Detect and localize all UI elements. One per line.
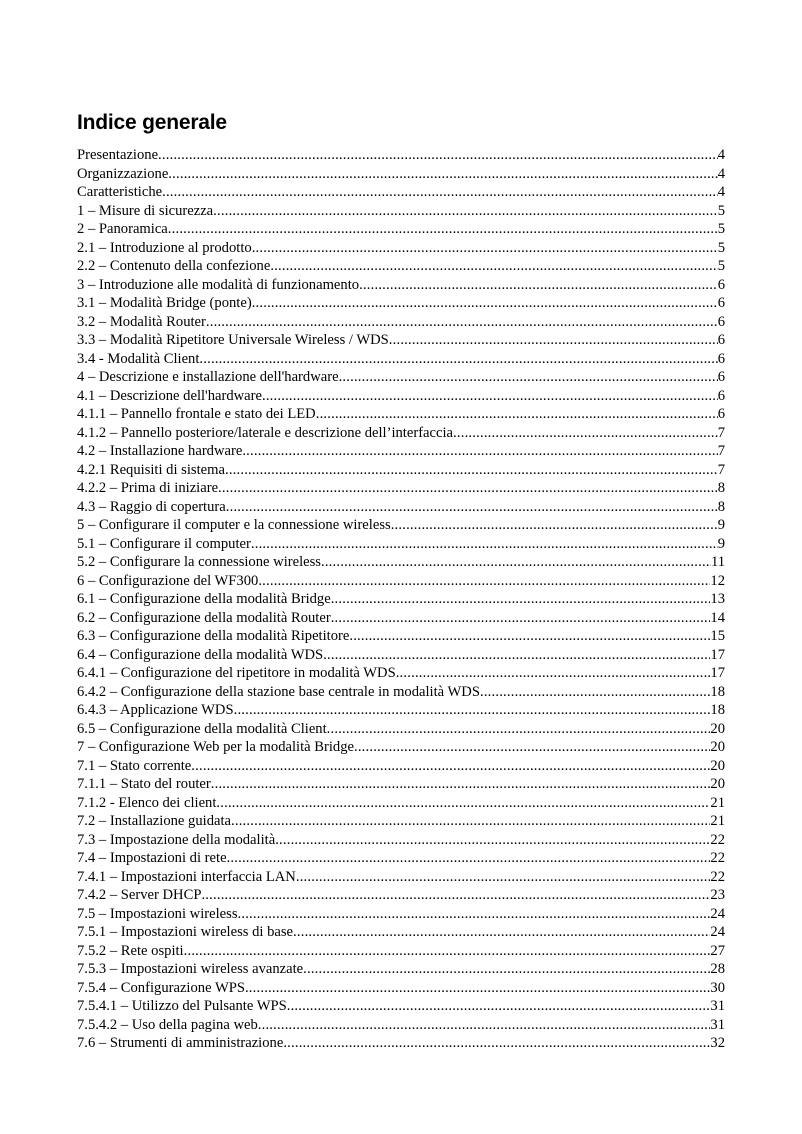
toc-entry[interactable]	[77, 165, 725, 184]
toc-entry-page-number[interactable]: 31	[710, 998, 725, 1014]
toc-entry-page-number[interactable]: 24	[710, 905, 725, 922]
dot-leader	[168, 220, 718, 239]
dot-leader	[201, 886, 710, 905]
toc-entry-label[interactable]: 6.3 – Configurazione della modalità Ripetitore	[77, 628, 350, 644]
dot-leader	[396, 664, 711, 683]
toc-entry-label[interactable]: 4.2.1 Requisiti di sistema	[77, 461, 225, 478]
toc-entry-page-number[interactable]: 21	[710, 813, 725, 829]
toc-entry-label[interactable]: 6.1 – Configurazione della modalità Bridge	[77, 591, 331, 607]
dot-leader	[349, 627, 710, 646]
dot-leader	[238, 905, 711, 924]
toc-entry[interactable]	[77, 868, 725, 887]
toc-entry-page-number[interactable]: 22	[710, 850, 725, 866]
toc-entry[interactable]	[77, 775, 725, 794]
toc-entry[interactable]	[77, 202, 725, 221]
toc-entry[interactable]	[77, 294, 725, 313]
toc-entry-page-number[interactable]: 30	[710, 979, 725, 996]
toc-entry-page-number[interactable]: 6	[717, 332, 725, 348]
toc-entry[interactable]	[77, 1016, 725, 1035]
toc-entry-page-number[interactable]: 7	[717, 424, 725, 441]
toc-entry-page-number[interactable]: 18	[710, 683, 725, 700]
toc-entry-page-number[interactable]: 31	[710, 1016, 725, 1033]
dot-leader	[211, 775, 711, 794]
dot-leader	[321, 553, 711, 572]
dot-leader	[225, 461, 718, 480]
document-page	[77, 108, 725, 1053]
dot-leader	[216, 794, 710, 813]
toc-entry[interactable]	[77, 387, 725, 406]
toc-entry-page-number[interactable]: 4	[717, 165, 725, 182]
dot-leader	[168, 165, 717, 184]
toc-entry-label[interactable]: 6.4.2 – Configurazione della stazione base centrale in modalità WDS	[77, 683, 480, 700]
dot-leader	[287, 997, 711, 1016]
toc-entry-label[interactable]: 6.4.3 – Applicazione WDS	[77, 702, 234, 718]
toc-entry-label[interactable]: 7.1.2 - Elenco dei client	[77, 794, 217, 811]
toc-entry-label[interactable]: 7.3 – Impostazione della modalità	[77, 831, 276, 848]
toc-entry-label[interactable]: 3.2 – Modalità Router	[77, 313, 206, 330]
toc-entry[interactable]	[77, 664, 725, 683]
toc-entry-page-number[interactable]: 6	[717, 387, 725, 404]
toc-entry[interactable]	[77, 1034, 725, 1053]
dot-leader	[262, 387, 718, 406]
toc-entry[interactable]	[77, 997, 725, 1016]
toc-entry[interactable]	[77, 350, 725, 369]
dot-leader	[184, 942, 711, 961]
toc-entry-label[interactable]: 5.1 – Configurare il computer	[77, 535, 251, 552]
toc-entry[interactable]	[77, 220, 725, 239]
dot-leader	[191, 757, 710, 776]
toc-entry-page-number[interactable]: 9	[717, 517, 725, 533]
toc-entry-page-number[interactable]: 17	[710, 646, 725, 663]
toc-entry-label[interactable]: 4 – Descrizione e installazione dell'hardware	[77, 369, 339, 385]
toc-entry-page-number[interactable]: 6	[717, 406, 725, 422]
toc-entry-label[interactable]: 4.2 – Installazione hardware	[77, 443, 243, 459]
toc-entry[interactable]	[77, 757, 725, 776]
toc-entry-page-number[interactable]: 4	[717, 147, 725, 163]
toc-entry-page-number[interactable]: 32	[710, 1035, 725, 1051]
toc-entry[interactable]	[77, 146, 725, 165]
dot-leader	[206, 313, 718, 332]
dot-leader	[162, 183, 718, 202]
toc-entry[interactable]	[77, 942, 725, 961]
toc-entry-page-number[interactable]: 5	[717, 202, 725, 219]
toc-entry-label[interactable]: 7.5.4.2 – Uso della pagina web	[77, 1016, 258, 1033]
toc-entry[interactable]	[77, 590, 725, 609]
toc-entry-page-number[interactable]: 22	[710, 868, 725, 885]
dot-leader	[270, 257, 717, 276]
dot-leader	[258, 572, 710, 591]
toc-entry[interactable]	[77, 849, 725, 868]
dot-leader	[226, 498, 718, 517]
toc-entry-page-number[interactable]: 22	[710, 831, 725, 848]
toc-entry[interactable]	[77, 720, 725, 739]
dot-leader	[480, 683, 710, 702]
toc-entry-label[interactable]: 1 – Misure di sicurezza	[77, 202, 214, 219]
toc-entry-page-number[interactable]: 6	[717, 276, 725, 293]
dot-leader	[316, 405, 718, 424]
toc-entry[interactable]	[77, 979, 725, 998]
dot-leader	[327, 720, 711, 739]
dot-leader	[275, 831, 710, 850]
toc-entry[interactable]	[77, 923, 725, 942]
toc-entry-page-number[interactable]: 4	[717, 184, 725, 200]
toc-entry-label[interactable]: 4.1 – Descrizione dell'hardware	[77, 387, 262, 404]
toc-entry-page-number[interactable]: 6	[717, 350, 725, 367]
toc-entry-label[interactable]: 7.5.4 – Configurazione WPS	[77, 979, 245, 996]
dot-leader	[227, 849, 711, 868]
dot-leader	[283, 1034, 710, 1053]
toc-entry[interactable]	[77, 831, 725, 850]
toc-entry-page-number[interactable]: 20	[710, 739, 725, 755]
toc-entry[interactable]	[77, 812, 725, 831]
toc-entry-label[interactable]: 4.2.2 – Prima di iniziare	[77, 480, 219, 496]
toc-entry-label[interactable]: 3.1 – Modalità Bridge (ponte)	[77, 295, 252, 311]
dot-leader	[296, 868, 711, 887]
toc-entry[interactable]	[77, 461, 725, 480]
table-of-contents	[77, 146, 725, 1053]
toc-entry-page-number[interactable]: 24	[710, 924, 725, 940]
toc-entry-label[interactable]: 7.1 – Stato corrente	[77, 757, 192, 774]
toc-entry-page-number[interactable]: 18	[710, 702, 725, 718]
toc-entry-page-number[interactable]: 23	[710, 887, 725, 903]
toc-entry[interactable]	[77, 257, 725, 276]
toc-entry-page-number[interactable]: 20	[710, 720, 725, 737]
toc-entry-label[interactable]: 7.5.2 – Rete ospiti	[77, 942, 184, 959]
toc-entry[interactable]	[77, 627, 725, 646]
dot-leader	[323, 646, 710, 665]
toc-entry-label[interactable]: Caratteristiche	[77, 184, 163, 200]
toc-entry-page-number[interactable]: 9	[717, 535, 725, 552]
dot-leader	[354, 738, 710, 757]
toc-entry-label[interactable]: 7.5.1 – Impostazioni wireless di base	[77, 924, 294, 940]
toc-entry[interactable]	[77, 424, 725, 443]
toc-entry[interactable]	[77, 738, 725, 757]
dot-leader	[234, 701, 711, 720]
toc-entry-page-number[interactable]: 27	[710, 942, 725, 959]
toc-entry-page-number[interactable]: 5	[717, 239, 725, 256]
toc-entry[interactable]	[77, 886, 725, 905]
toc-entry[interactable]	[77, 646, 725, 665]
toc-entry-page-number[interactable]: 13	[710, 591, 725, 607]
toc-entry[interactable]	[77, 609, 725, 628]
toc-entry[interactable]	[77, 331, 725, 350]
toc-title: Indice generale	[77, 111, 227, 134]
toc-entry-label[interactable]: 2.1 – Introduzione al prodotto	[77, 239, 252, 256]
toc-entry-label[interactable]: 7 – Configurazione Web per la modalità Bridge	[77, 739, 354, 755]
toc-entry-page-number[interactable]: 5	[717, 258, 725, 274]
toc-entry-label[interactable]: 6.4.1 – Configurazione del ripetitore in modalità WDS	[77, 665, 396, 681]
toc-entry-label[interactable]: 3 – Introduzione alle modalità di funzionamento	[77, 276, 360, 293]
toc-entry[interactable]	[77, 183, 725, 202]
toc-entry-label[interactable]: 3.4 - Modalità Client	[77, 350, 200, 367]
toc-entry-page-number[interactable]: 17	[710, 665, 725, 681]
toc-entry[interactable]	[77, 683, 725, 702]
toc-entry[interactable]	[77, 479, 725, 498]
toc-entry-label[interactable]: 3.3 – Modalità Ripetitore Universale Wireless / WDS	[77, 332, 389, 348]
toc-entry-label[interactable]: 6.4 – Configurazione della modalità WDS	[77, 646, 324, 663]
toc-entry-page-number[interactable]: 5	[717, 221, 725, 237]
toc-entry-label[interactable]: Organizzazione	[77, 165, 169, 182]
toc-entry-page-number[interactable]: 7	[717, 461, 725, 478]
toc-entry[interactable]	[77, 313, 725, 332]
dot-leader	[389, 331, 718, 350]
toc-entry-page-number[interactable]: 6	[717, 313, 725, 330]
toc-entry[interactable]	[77, 368, 725, 387]
toc-entry-page-number[interactable]: 6	[717, 295, 725, 311]
toc-entry-page-number[interactable]: 8	[717, 498, 725, 515]
dot-leader	[331, 590, 711, 609]
toc-entry-label[interactable]: 7.5.3 – Impostazioni wireless avanzate	[77, 961, 304, 977]
toc-entry[interactable]	[77, 905, 725, 924]
toc-entry-page-number[interactable]: 15	[710, 628, 725, 644]
dot-leader	[391, 516, 718, 535]
toc-entry-label[interactable]: 6.2 – Configurazione della modalità Router	[77, 609, 331, 626]
dot-leader	[231, 812, 710, 831]
toc-entry[interactable]	[77, 572, 725, 591]
dot-leader	[293, 923, 710, 942]
toc-entry-page-number[interactable]: 20	[710, 776, 725, 792]
toc-entry-page-number[interactable]: 7	[717, 443, 725, 459]
toc-entry-page-number[interactable]: 6	[717, 369, 725, 385]
toc-entry-label[interactable]: 6 – Configurazione del WF300	[77, 572, 259, 589]
dot-leader	[158, 146, 718, 165]
toc-entry-label[interactable]: 5.2 – Configurare la connessione wireless	[77, 554, 321, 570]
toc-entry[interactable]	[77, 516, 725, 535]
toc-entry-label[interactable]: 2 – Panoramica	[77, 221, 168, 237]
toc-entry-label[interactable]: 7.5 – Impostazioni wireless	[77, 905, 238, 922]
dot-leader	[218, 479, 718, 498]
toc-entry[interactable]	[77, 960, 725, 979]
toc-entry-page-number[interactable]: 8	[717, 480, 725, 496]
toc-entry[interactable]	[77, 498, 725, 517]
toc-entry-label[interactable]: 7.2 – Installazione guidata	[77, 813, 231, 829]
toc-entry-label[interactable]: 6.5 – Configurazione della modalità Client	[77, 720, 327, 737]
dot-leader	[258, 1016, 711, 1035]
dot-leader	[331, 609, 711, 628]
toc-entry[interactable]	[77, 276, 725, 295]
toc-entry-label[interactable]: 7.4 – Impostazioni di rete	[77, 850, 227, 866]
dot-leader	[245, 979, 710, 998]
toc-entry-label[interactable]: 4.1.1 – Pannello frontale e stato dei LED	[77, 406, 316, 422]
toc-entry-page-number[interactable]: 12	[710, 572, 725, 589]
toc-entry[interactable]	[77, 239, 725, 258]
toc-entry-page-number[interactable]: 28	[710, 961, 725, 977]
toc-entry[interactable]	[77, 535, 725, 554]
toc-entry-label[interactable]: 7.1.1 – Stato del router	[77, 776, 211, 792]
toc-entry-label[interactable]: 5 – Configurare il computer e la connessione wireless	[77, 517, 391, 533]
dot-leader	[303, 960, 710, 979]
dot-leader	[199, 350, 717, 369]
toc-entry-page-number[interactable]: 21	[710, 794, 725, 811]
dot-leader	[339, 368, 718, 387]
dot-leader	[242, 442, 717, 461]
toc-entry-label[interactable]: Presentazione	[77, 147, 159, 163]
toc-entry[interactable]	[77, 405, 725, 424]
toc-entry-page-number[interactable]: 11	[710, 554, 725, 570]
dot-leader	[251, 535, 718, 554]
toc-entry-label[interactable]: 7.4.2 – Server DHCP	[77, 887, 202, 903]
toc-entry[interactable]	[77, 553, 725, 572]
toc-entry-label[interactable]: 2.2 – Contenuto della confezione	[77, 258, 271, 274]
dot-leader	[252, 294, 718, 313]
toc-entry-label[interactable]: 4.3 – Raggio di copertura	[77, 498, 226, 515]
toc-entry[interactable]	[77, 701, 725, 720]
toc-entry-page-number[interactable]: 14	[710, 609, 725, 626]
toc-entry-label[interactable]: 7.6 – Strumenti di amministrazione	[77, 1035, 284, 1051]
toc-entry-label[interactable]: 4.1.2 – Pannello posteriore/laterale e descrizione dell’interfaccia	[77, 424, 454, 441]
toc-entry[interactable]	[77, 442, 725, 461]
dot-leader	[453, 424, 718, 443]
dot-leader	[213, 202, 718, 221]
dot-leader	[359, 276, 718, 295]
toc-entry-page-number[interactable]: 20	[710, 757, 725, 774]
toc-entry[interactable]	[77, 794, 725, 813]
toc-entry-label[interactable]: 7.5.4.1 – Utilizzo del Pulsante WPS	[77, 998, 287, 1014]
toc-entry-label[interactable]: 7.4.1 – Impostazioni interfaccia LAN	[77, 868, 296, 885]
dot-leader	[252, 239, 718, 258]
